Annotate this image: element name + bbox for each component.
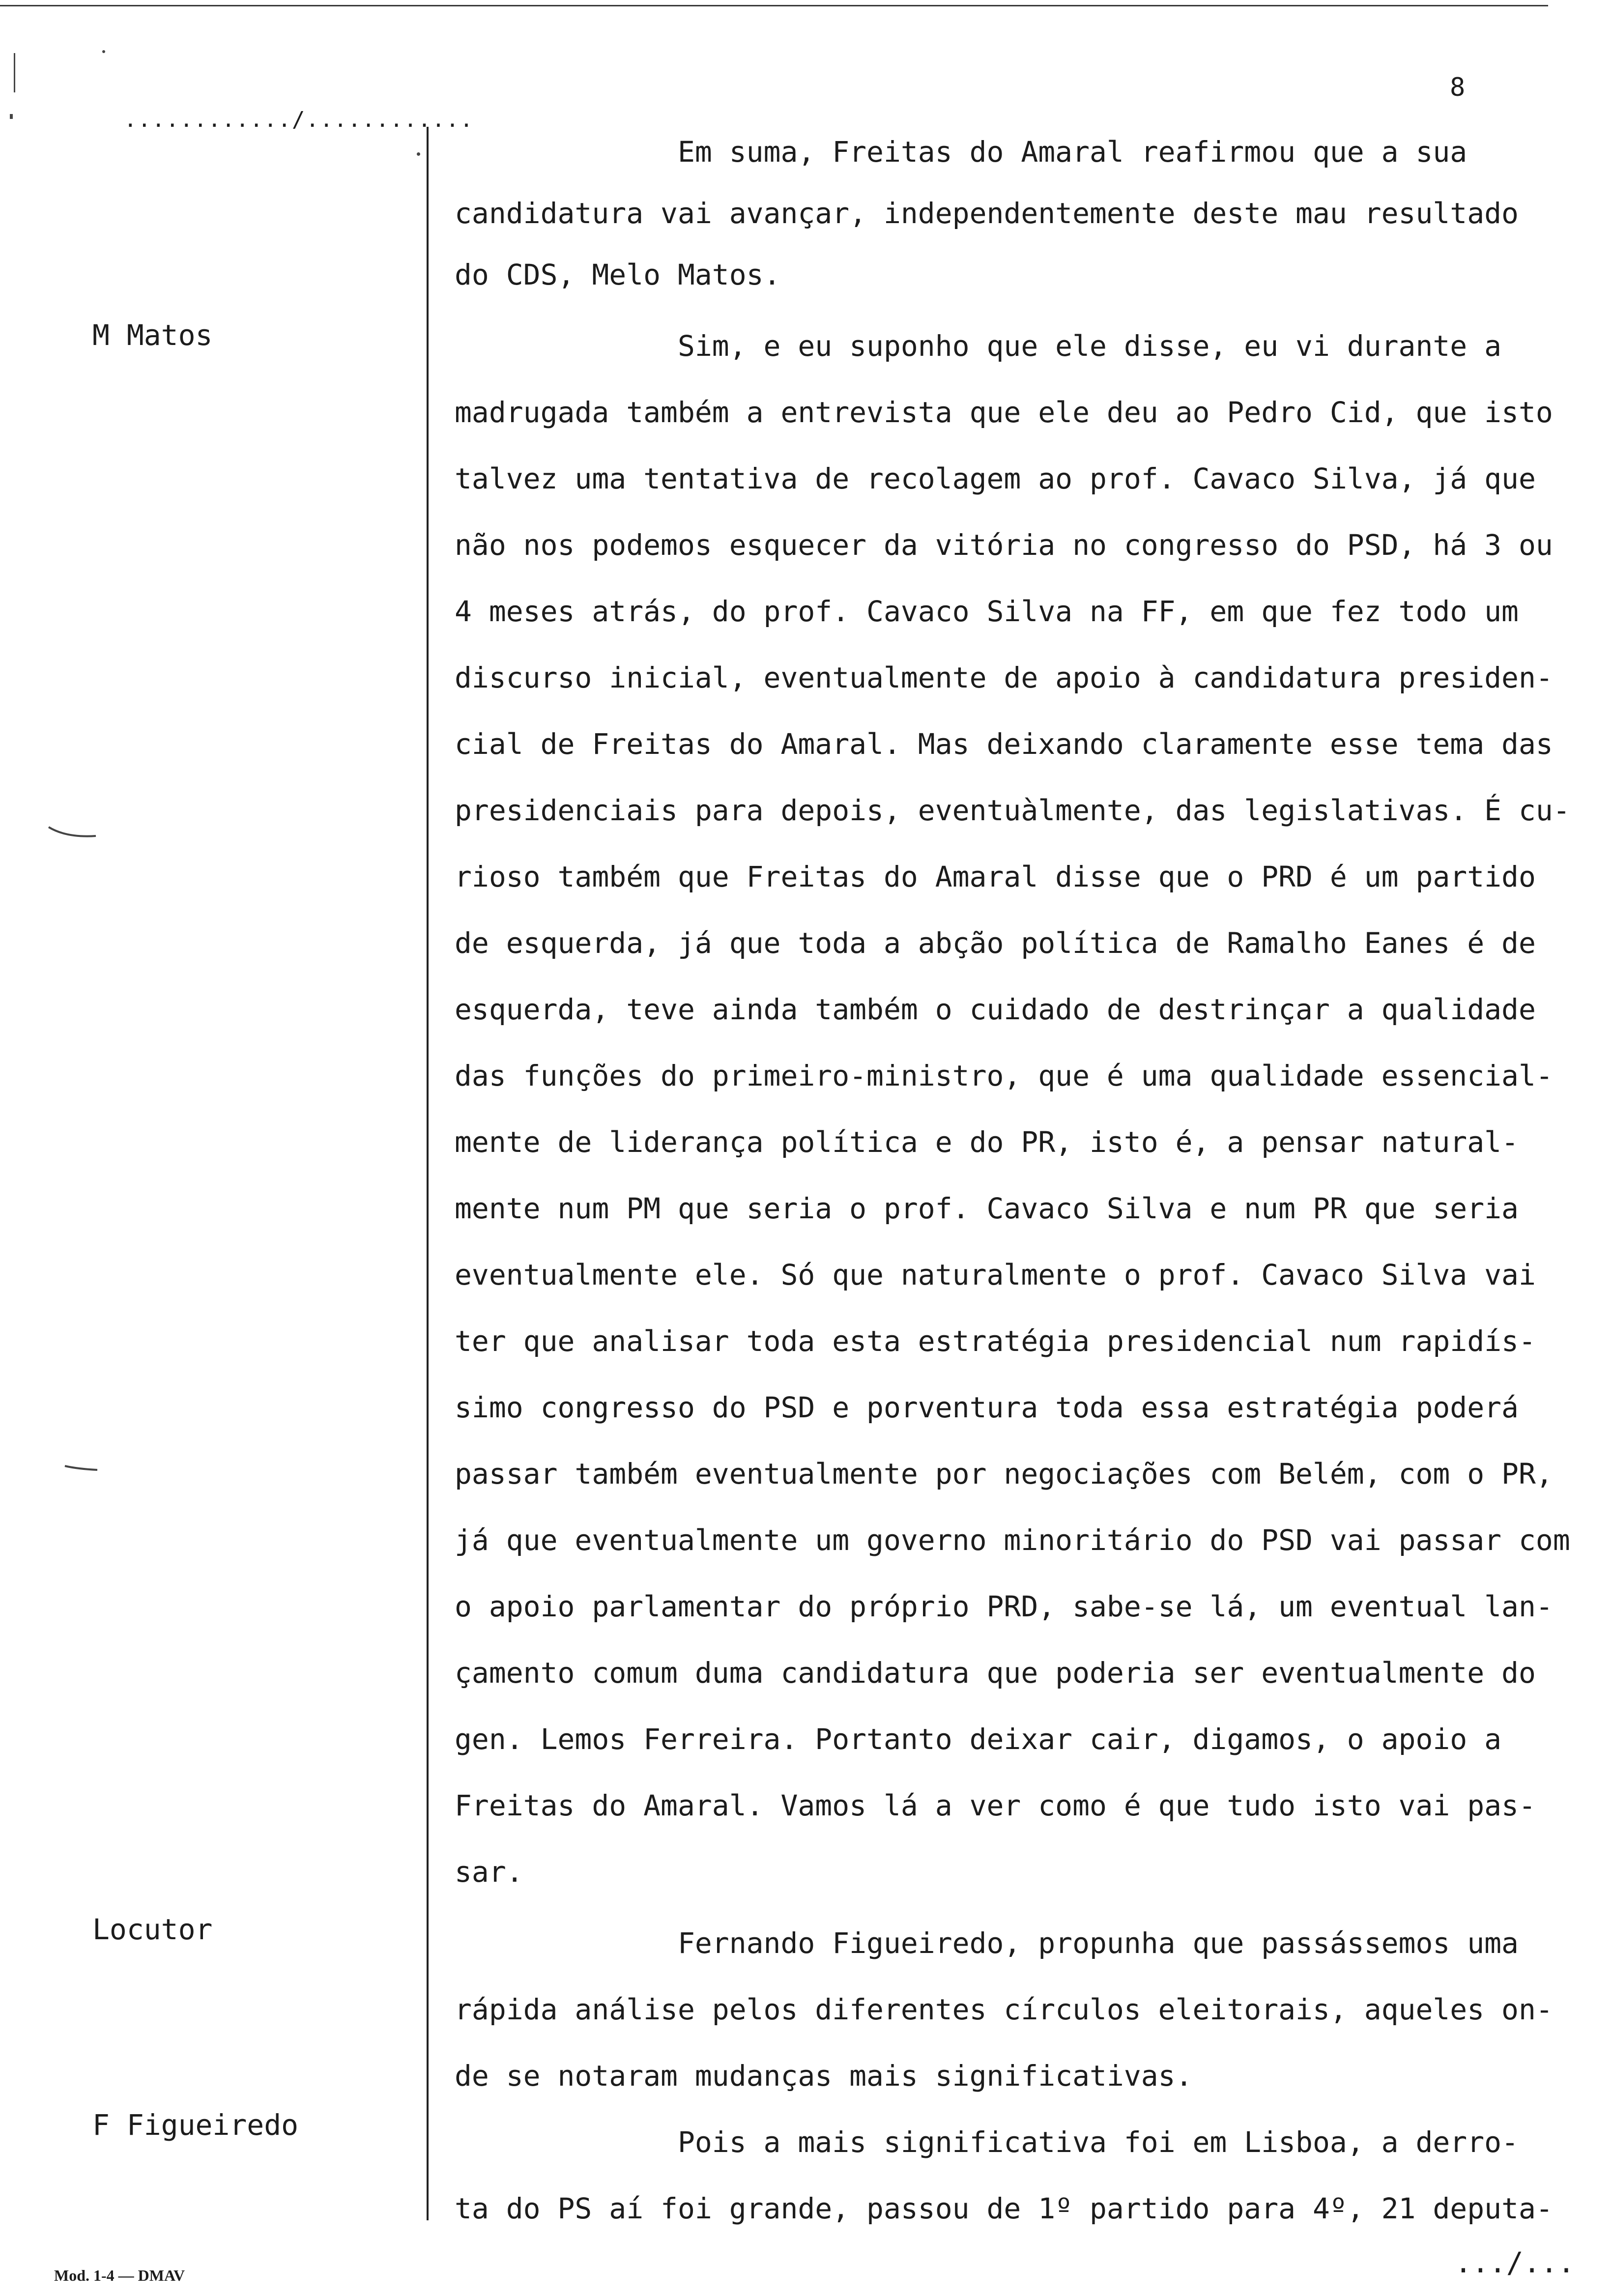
transcript-line: mente num PM que seria o prof. Cavaco Silva e num PR que seria — [455, 1192, 1519, 1225]
transcript-line: candidatura vai avançar, independentemente deste mau resultado — [455, 197, 1519, 230]
transcript-line: o apoio parlamentar do próprio PRD, sabe-se lá, um eventual lan- — [455, 1590, 1553, 1623]
top-rule — [0, 5, 1548, 6]
transcript-line: Em suma, Freitas do Amaral reafirmou que a sua — [455, 135, 1468, 169]
transcript-line: de se notaram mudanças mais significativas. — [455, 2059, 1193, 2093]
transcript-line: mente de liderança política e do PR, isto é, a pensar natural- — [455, 1125, 1519, 1159]
transcript-line: eventualmente ele. Só que naturalmente o prof. Cavaco Silva vai — [455, 1258, 1536, 1292]
transcript-line: das funções do primeiro-ministro, que é uma qualidade essencial- — [455, 1059, 1553, 1092]
transcript-line: gen. Lemos Ferreira. Portanto deixar cair, digamos, o apoio a — [455, 1722, 1502, 1756]
transcript-line: madrugada também a entrevista que ele deu ao Pedro Cid, que isto — [455, 396, 1553, 429]
page-number: 8 — [1450, 73, 1466, 102]
transcript-line: discurso inicial, eventualmente de apoio à candidatura presiden- — [455, 661, 1553, 694]
transcript-line: já que eventualmente um governo minoritário do PSD vai passar com — [455, 1523, 1570, 1557]
scan-mark — [102, 50, 105, 53]
transcript-line: rápida análise pelos diferentes círculos eleitorais, aqueles on- — [455, 1993, 1553, 2026]
transcript-line: ter que analisar toda esta estratégia presidencial num rapidís- — [455, 1324, 1536, 1358]
transcript-line: do CDS, Melo Matos. — [455, 258, 781, 291]
transcript-line: esquerda, teve ainda também o cuidado de destrinçar a qualidade — [455, 993, 1536, 1026]
transcript-line: rioso também que Freitas do Amaral disse que o PRD é um partido — [455, 860, 1536, 893]
scan-mark — [63, 1462, 122, 1477]
transcript-line: presidenciais para depois, eventuàlmente, das legislativas. É cu- — [455, 794, 1570, 827]
scan-mark — [10, 114, 13, 119]
margin-rule — [427, 127, 429, 2220]
speaker-label: F Figueiredo — [92, 2108, 299, 2142]
transcript-line: Sim, e eu suponho que ele disse, eu vi durante a — [455, 329, 1502, 363]
form-code: Mod. 1-4 — DMAV — [54, 2267, 185, 2284]
transcript-line: çamento comum duma candidatura que poderia ser eventualmente do — [455, 1656, 1536, 1690]
transcript-line: cial de Freitas do Amaral. Mas deixando claramente esse tema das — [455, 727, 1553, 761]
continuation-footer: .../... — [1455, 2246, 1575, 2279]
transcript-line: 4 meses atrás, do prof. Cavaco Silva na FF, em que fez todo um — [455, 595, 1519, 628]
speaker-label: M Matos — [92, 318, 213, 352]
transcript-line: Fernando Figueiredo, propunha que passássemos uma — [455, 1926, 1519, 1960]
continuation-header: ............/............ — [124, 107, 474, 132]
transcript-line: simo congresso do PSD e porventura toda essa estratégia poderá — [455, 1391, 1519, 1424]
speaker-label: Locutor — [92, 1913, 213, 1946]
transcript-line: de esquerda, já que toda a abção política de Ramalho Eanes é de — [455, 926, 1536, 960]
scan-mark — [417, 152, 420, 156]
transcript-line: Freitas do Amaral. Vamos lá a ver como é que tudo isto vai pas- — [455, 1789, 1536, 1822]
transcript-line: não nos podemos esquecer da vitória no congresso do PSD, há 3 ou — [455, 528, 1553, 562]
transcript-line: passar também eventualmente por negociações com Belém, com o PR, — [455, 1457, 1553, 1491]
transcript-line: sar. — [455, 1855, 523, 1889]
scan-mark — [14, 53, 15, 92]
transcript-line: talvez uma tentativa de recolagem ao prof. Cavaco Silva, já que — [455, 462, 1536, 495]
transcript-line: Pois a mais significativa foi em Lisboa, a derro- — [455, 2125, 1519, 2159]
scan-mark — [47, 823, 106, 843]
transcript-line: ta do PS aí foi grande, passou de 1º partido para 4º, 21 deputa- — [455, 2192, 1553, 2225]
